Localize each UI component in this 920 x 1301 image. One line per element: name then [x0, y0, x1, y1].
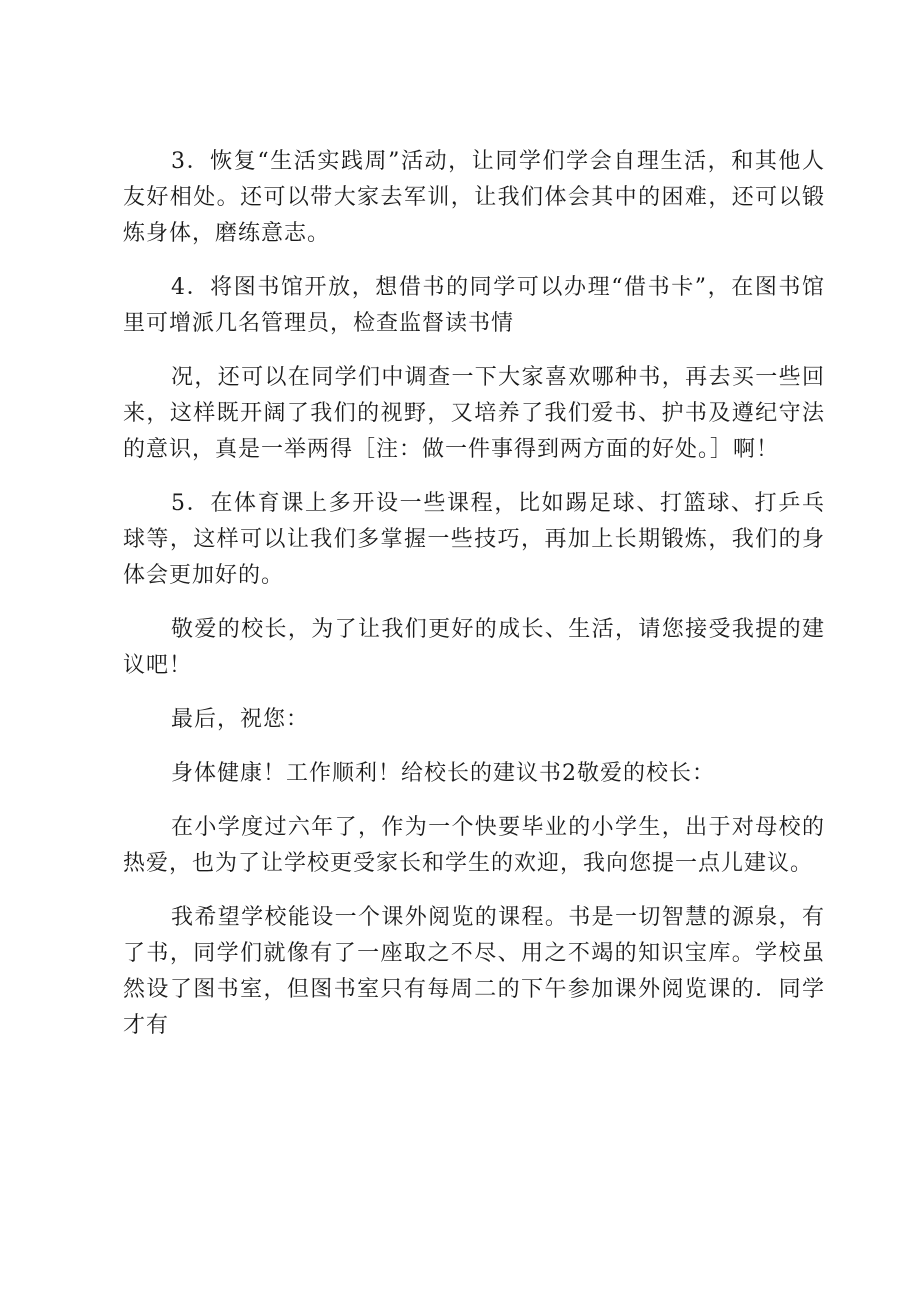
paragraph-item-4-continued: 况，还可以在同学们中调查一下大家喜欢哪种书，再去买一些回来，这样既开阔了我们的视野，又培养了我们爱书、护书及遵纪守法的意识，真是一举两得［注：做一件事得到两方面的好处。］啊！ — [123, 365, 825, 462]
closing-salutation: 最后，祝您： — [171, 707, 310, 732]
paragraph-item-4: 4．将图书馆开放，想借书的同学可以办理“借书卡”，在图书馆里可增派几名管理员，检查监督读书情 — [123, 275, 825, 336]
closing-wishes-and-next-letter: 身体健康！工作顺利！给校长的建议书2敬爱的校长： — [171, 761, 715, 786]
document-body — [123, 144, 825, 1062]
letter-2-suggestion: 我希望学校能设一个课外阅览的课程。书是一切智慧的源泉，有了书，同学们就像有了一座取之不尽、用之不竭的知识宝库。学校虽然设了图书室，但图书室只有每周二的下午参加课外阅览课的．同学才有 — [123, 905, 825, 1038]
paragraph-item-5: 5．在体育课上多开设一些课程，比如踢足球、打篮球、打乒乓球等，这样可以让我们多掌握一些技巧，再加上长期锻炼，我们的身体会更加好的。 — [123, 491, 825, 588]
letter-2-intro: 在小学度过六年了，作为一个快要毕业的小学生，出于对母校的热爱，也为了让学校更受家长和学生的欢迎，我向您提一点儿建议。 — [123, 815, 825, 876]
paragraph-item-3: 3．恢复“生活实践周”活动，让同学们学会自理生活，和其他人友好相处。还可以带大家去军训，让我们体会其中的困难，还可以锻炼身体，磨练意志。 — [123, 149, 825, 246]
closing-request: 敬爱的校长，为了让我们更好的成长、生活，请您接受我提的建议吧！ — [123, 617, 825, 678]
